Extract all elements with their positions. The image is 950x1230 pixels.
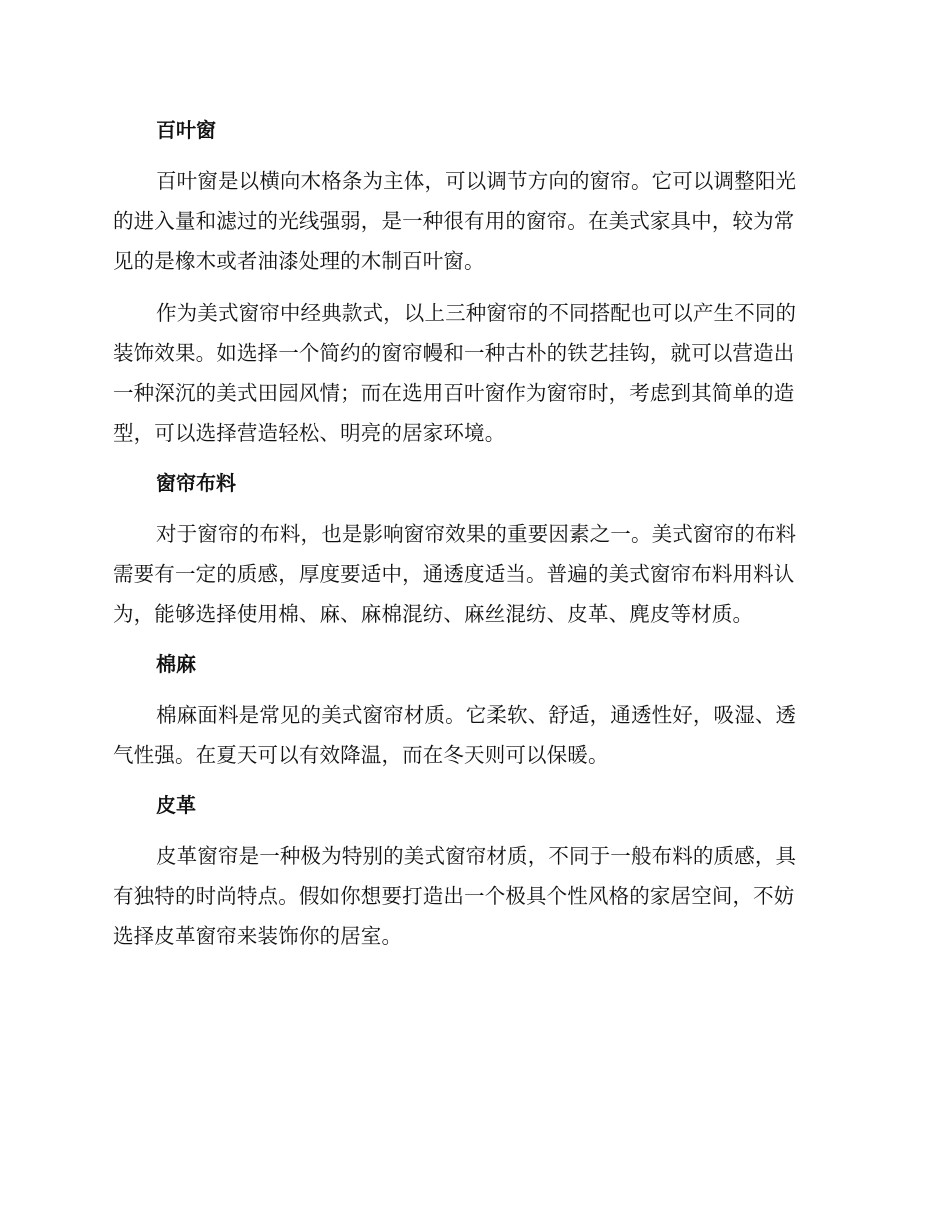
paragraph-line: 作为美式窗帘中经典款式，以上三种窗帘的不同搭配也可以产生不同的 (156, 301, 797, 325)
paragraph-line: 气性强。在夏天可以有效降温，而在冬天则可以保暖。 (113, 743, 609, 767)
paragraph (113, 293, 833, 453)
paragraph (113, 514, 833, 634)
paragraph-line: 对于窗帘的布料，也是影响窗帘效果的重要因素之一。美式窗帘的布料 (156, 522, 797, 546)
section-leather (113, 787, 833, 956)
paragraph (113, 695, 833, 775)
paragraph-line: 见的是橡木或者油漆处理的木制百叶窗。 (113, 249, 485, 273)
paragraph (113, 161, 833, 281)
section-heading: 皮革 (156, 793, 196, 817)
paragraph-line: 型，可以选择营造轻松、明亮的居家环境。 (113, 421, 506, 445)
paragraph-line: 装饰效果。如选择一个简约的窗帘幔和一种古朴的铁艺挂钩，就可以营造出 (113, 341, 795, 365)
paragraph-line: 百叶窗是以横向木格条为主体，可以调节方向的窗帘。它可以调整阳光 (156, 169, 797, 193)
section-blinds (113, 112, 833, 453)
paragraph-line: 棉麻面料是常见的美式窗帘材质。它柔软、舒适，通透性好，吸湿、透 (156, 703, 797, 727)
paragraph-line: 有独特的时尚特点。假如你想要打造出一个极具个性风格的家居空间，不妨 (113, 884, 795, 908)
section-heading: 棉麻 (156, 652, 196, 676)
section-cotton-linen (113, 646, 833, 775)
paragraph (113, 836, 833, 956)
paragraph-line: 的进入量和滤过的光线强弱，是一种很有用的窗帘。在美式家具中，较为常 (113, 209, 795, 233)
paragraph-line: 需要有一定的质感，厚度要适中，通透度适当。普遍的美式窗帘布料用料认 (113, 562, 795, 586)
section-curtain-fabric (113, 465, 833, 634)
paragraph-line: 一种深沉的美式田园风情；而在选用百叶窗作为窗帘时，考虑到其简单的造 (113, 381, 795, 405)
document-page (113, 112, 833, 968)
paragraph-line: 选择皮革窗帘来装饰你的居室。 (113, 924, 403, 948)
section-heading: 窗帘布料 (156, 471, 236, 495)
section-heading: 百叶窗 (156, 118, 216, 142)
paragraph-line: 皮革窗帘是一种极为特别的美式窗帘材质，不同于一般布料的质感，具 (156, 844, 797, 868)
paragraph-line: 为，能够选择使用棉、麻、麻棉混纺、麻丝混纺、皮革、麂皮等材质。 (113, 602, 754, 626)
